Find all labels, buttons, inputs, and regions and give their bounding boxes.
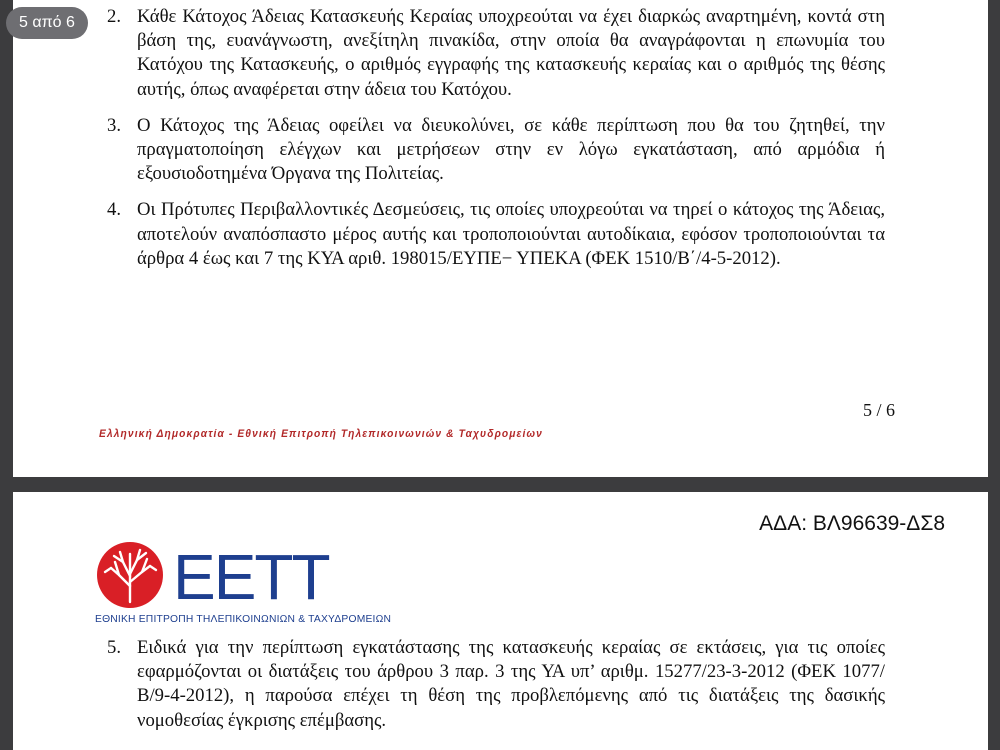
item-number: 3.	[107, 114, 122, 136]
list-item	[13, 198, 988, 271]
page-number: 5 / 6	[862, 400, 895, 420]
logo-wordmark: ΕΕΤΤ	[173, 541, 329, 613]
page-footer: Ελληνική Δημοκρατία - Εθνική Επιτροπή Τηλεπικοινωνιών & Ταχυδρομείων	[99, 428, 543, 440]
tree-emblem-icon	[95, 540, 165, 610]
numbered-list	[13, 5, 988, 283]
list-item	[13, 114, 988, 187]
item-number: 4.	[107, 199, 122, 221]
document-page-6	[13, 492, 988, 750]
document-page-5	[13, 0, 988, 477]
logo-subtitle: ΕΘΝΙΚΗ ΕΠΙΤΡΟΠΗ ΤΗΛΕΠΙΚΟΙΝΩΝΙΩΝ & ΤΑΧΥΔΡΟΜΕΙΩΝ	[95, 614, 392, 625]
item-text: Κάθε Κάτοχος Άδειας Κατασκευής Κεραίας υποχρεούται να έχει διαρκώς αναρτημένη, κοντά στη βάση της, ευανάγνωστη, ανεξίτηλη πινακίδα, στην οποία θα αναγράφονται η επωνυμία του Κατόχου της Κατασκευής, ο αριθμός εγγραφής της κατασκευής κεραίας και ο αριθμός της θέσης αυτής, όπως αναφέρεται στην άδεια του Κατόχου.	[137, 6, 885, 100]
item-text: Ειδικά για την περίπτωση εγκατάστασης της κατασκευής κεραίας σε εκτάσεις, για τις οποίες εφαρμόζονται οι διατάξεις του άρθρου 3 παρ. 3 της ΥΑ υπ’ αριθμ. 15277/23-3-2012 (ΦΕΚ 1077/Β/9-4-2012), η παρούσα επέχει τη θέση της προβλεπόμενης από τις διατάξεις της δασικής νομοθεσίας έγκρισης επέμβασης.	[137, 637, 885, 731]
item-text: Ο Κάτοχος της Άδειας οφείλει να διευκολύνει, σε κάθε περίπτωση που θα του ζητηθεί, την πραγματοποίηση ελέγχων και μετρήσεων στην εν λόγω εγκατάσταση, από αρμόδια ή εξουσιοδοτημένα Όργανα της Πολιτείας.	[137, 114, 885, 185]
eett-logo	[95, 540, 392, 625]
item-number: 2.	[107, 6, 122, 27]
ada-code: ΑΔΑ: ΒΛ96639-ΔΣ8	[759, 512, 945, 535]
page-indicator: 5 από 6	[6, 7, 88, 39]
item-number: 5.	[107, 637, 122, 658]
item-text: Οι Πρότυπες Περιβαλλοντικές Δεσμεύσεις, τις οποίες υποχρεούται να τηρεί ο κάτοχος της Άδειας, αποτελούν αναπόσπαστο μέρος αυτής και τροποποιούνται αυτοδίκαια, εφόσον τροποποιούνται τα άρθρα 4 έως και 7 της ΚΥΑ αριθ. 198015/ΕΥΠΕ− ΥΠΕΚΑ (ΦΕΚ 1510/Β΄/4-5-2012).	[137, 199, 885, 269]
list-item	[13, 5, 988, 102]
list-item	[13, 636, 988, 733]
numbered-list	[13, 636, 988, 745]
